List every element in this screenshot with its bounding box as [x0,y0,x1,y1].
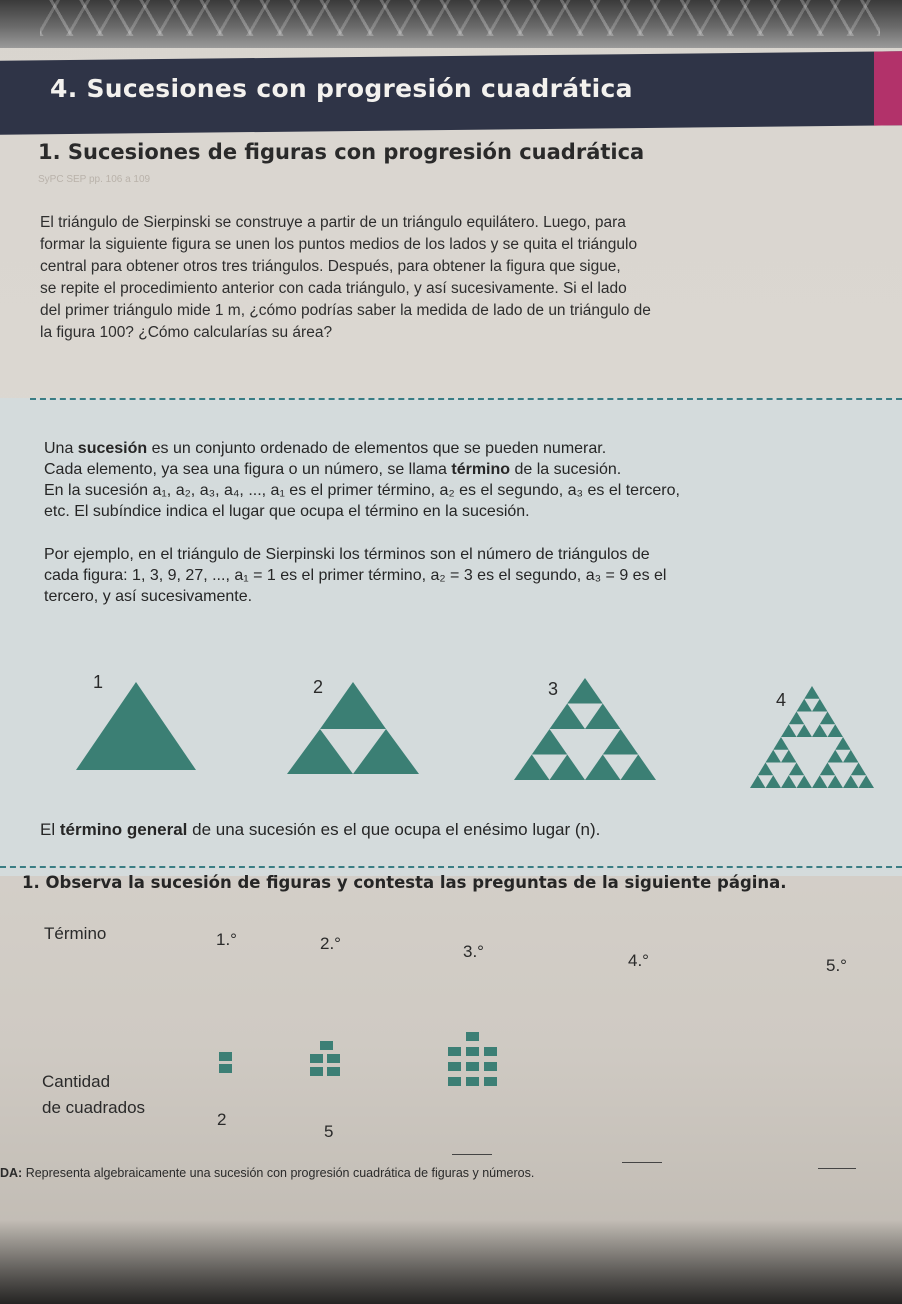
ordinal-5: 5.° [826,956,847,975]
intro-line: El triángulo de Sierpinski se construye a partir de un triángulo equilátero. Luego, para [40,214,626,231]
sierpinski-triangle [812,724,828,737]
sierpinski-triangle [585,755,621,781]
square [448,1047,461,1056]
intro-paragraph [40,212,890,344]
count-value-2: 5 [324,1122,334,1141]
page-reference: SyPC SEP pp. 106 a 109 [38,174,151,185]
general-term-definition: El término general de una sucesión es el que ocupa el enésimo lugar (n). [40,820,601,839]
sierpinski-triangle [514,755,550,781]
ordinal-3: 3.° [463,942,484,961]
section-title: 4. Sucesiones con progresión cuadrática [50,74,633,103]
sierpinski-triangle [804,686,820,699]
figure-label-1: 1 [93,672,104,692]
learning-goal-footnote: DA: Representa algebraicamente una sucesión con progresión cuadrática de figuras y números. [0,1166,535,1180]
footnote-label: DA: [0,1166,23,1180]
intro-line: formar la siguiente figura se unen los puntos medios de los lados y se quita el triángulo [40,236,638,253]
sierpinski-triangle [766,775,782,788]
square [448,1062,461,1071]
count-row-label-line-1: Cantidad [42,1072,111,1091]
term-termino: término [451,461,511,478]
ordinal-4: 4.° [628,951,649,970]
sierpinski-triangle [812,775,828,788]
sierpinski-triangle [781,775,797,788]
figure-label-4: 4 [776,690,787,710]
subsection-title: 1. Sucesiones de figuras con progresión cuadrática [38,140,645,164]
sierpinski-triangle [820,763,836,776]
sierpinski-triangle [797,699,813,712]
dashed-divider-top [30,398,902,400]
page-shadow [0,1220,902,1304]
top-border [0,0,902,48]
square [310,1054,323,1063]
term-termino-general: término general [59,820,188,839]
square [219,1064,232,1073]
definition-paragraph-1: Una sucesión es un conjunto ordenado de elementos que se pueden numerar. Cada elemento, ya sea una figura o un número, se llama término de la sucesión. En la sucesión a₁, a₂, a₃, a₄, ..., a₁ es el primer término, a₂ es el segundo, a₃ es el tercero, etc. El subíndice indica el lugar que ocupa el término en la sucesión. [44,440,680,520]
sierpinski-triangle [797,775,813,788]
sierpinski-triangle [750,775,766,788]
square [327,1067,340,1076]
sierpinski-triangle [835,737,851,750]
sierpinski-triangle [797,724,813,737]
term-sucesion: sucesión [77,440,148,457]
sierpinski-triangle [789,712,805,725]
count-value-1: 2 [217,1110,227,1129]
sierpinski-triangle [828,775,844,788]
sierpinski-triangle [603,729,639,755]
sierpinski-triangle [828,750,844,763]
sierpinski-triangle [550,755,586,781]
answer-blank-3[interactable] [452,1154,492,1155]
sierpinski-triangle [843,750,859,763]
ordinal-1: 1.° [216,930,237,949]
term-row-label: Término [44,924,107,943]
square [484,1077,497,1086]
sierpinski-triangle [781,750,797,763]
sierpinski-triangle [550,704,586,730]
sierpinski-triangle [851,763,867,776]
square [448,1077,461,1086]
sierpinski-triangle [781,724,797,737]
count-row-label-line-2: de cuadrados [42,1098,146,1117]
sierpinski-figure-2 [286,680,420,776]
sierpinski-triangle [766,750,782,763]
sierpinski-triangle [859,775,875,788]
sierpinski-figure-1 [74,680,198,772]
decorative-pattern [40,0,880,36]
figure-label-3: 3 [548,679,559,699]
sierpinski-triangle [585,704,621,730]
intro-line: central para obtener otros tres triángulos. Después, para obtener la figura que sigue, [40,258,621,275]
dashed-divider-bottom [0,866,902,868]
definition-paragraph-2: Por ejemplo, en el triángulo de Sierpinski los términos son el número de triángulos de cada figura: 1, 3, 9, 27, ..., a₁ = 1 es el primer término, a₂ = 3 es el segundo, a₃ = 9 es el tercero, y así sucesivamente. [44,546,667,605]
answer-blank-5[interactable] [818,1168,856,1169]
intro-line: del primer triángulo mide 1 m, ¿cómo podrías saber la medida de lado de un triángulo de [40,302,651,319]
sierpinski-figure-4 [748,684,876,790]
section-accent [874,51,902,125]
sierpinski-triangle [758,763,774,776]
sierpinski-figure-3 [512,676,658,782]
exercise-instruction: 1. Observa la sucesión de figuras y contesta las preguntas de la siguiente página. [22,873,787,892]
sierpinski-triangle [828,724,844,737]
sierpinski-triangle [532,729,568,755]
square [327,1054,340,1063]
sierpinski-triangle [789,763,805,776]
square [466,1047,479,1056]
figure-label-2: 2 [313,677,324,697]
square [466,1032,479,1041]
sierpinski-triangle [567,678,603,704]
square [484,1062,497,1071]
intro-line: la figura 100? ¿Cómo calcularías su área? [40,324,333,341]
square [219,1052,232,1061]
definition-text [44,438,894,629]
answer-blank-4[interactable] [622,1162,662,1163]
square [484,1047,497,1056]
square [310,1067,323,1076]
square [466,1077,479,1086]
intro-line: se repite el procedimiento anterior con cada triángulo, y así sucesivamente. Si el lado [40,280,627,297]
sierpinski-triangle [812,699,828,712]
sierpinski-triangle [820,712,836,725]
ordinal-2: 2.° [320,934,341,953]
sierpinski-triangle [773,737,789,750]
square [466,1062,479,1071]
sierpinski-triangle [621,755,657,781]
sierpinski-triangle [843,775,859,788]
square [320,1041,333,1050]
